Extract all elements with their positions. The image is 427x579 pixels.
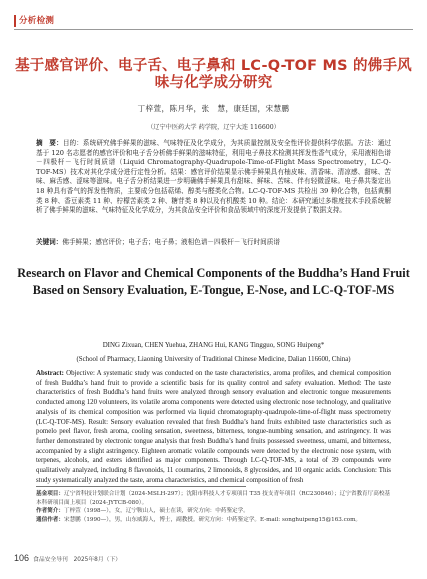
keywords-text-chinese: 佛手鲜果；感官评价；电子舌；电子鼻；液相色谱－四极杆－飞行时间质谱 (62, 238, 280, 246)
journal-name: 食品安全导刊 2025年8月（下） (33, 557, 122, 563)
page-footer (14, 553, 121, 563)
footnote-corresponding (36, 516, 391, 525)
title-chinese: 基于感官评价、电子舌、电子鼻和 LC-Q-TOF MS 的佛手风味与化学成分研究 (15, 58, 412, 91)
abstract-label-english: Abstract: (36, 370, 64, 377)
footnote-label: 作者简介： (36, 508, 64, 515)
abstract-text-chinese: 目的：系统研究佛手鲜果的滋味、气味特征及化学成分，为其质量控制及安全性评价提供科学依据。方法：通过基于 120 名志愿者的感官评价和电子舌分析佛手鲜果的滋味特征，利用电子鼻技术检测其挥发性香气成分，采用液相色谱－四极杆－飞行时间质谱（Liquid Chromatography-Quadrupole-Time-of-Flight Mass Spectrometry，LC-Q-TOF-MS）技术对其化学成分进行定性分析。结果：感官评价结果显示佛手鲜果具有柚皮味、清香味、清凉感、甜味、苦味、麻舌感、涩味等滋味。电子舌分析结果进一步明确佛手鲜果具有甜味、鲜味、苦味、伴有轻微涩味。电子鼻共鉴定出 18 种具有香气的挥发性物质，主要成分包括萜烯、醇类与醛类化合物。LC-Q-TOF-MS 共检出 39 种化合物，包括黄酮类 8 种、香豆素类 11 种、柠檬苦素类 2 种、糖苷类 8 种以及有机酸类 10 种。结论：本研究通过多维度技术手段系统解析了佛手鲜果的滋味、气味特征及化学成分，为其食品安全评价和食品领域中的深度开发提供了数据支持。 (36, 139, 392, 215)
abstract-english (36, 369, 391, 485)
footnote-text: 丁梓萱（1998—），女，辽宁鞍山人，硕士在读，研究方向：中药鉴定学。 (63, 508, 249, 515)
abstract-text-english: Objective: A systematic study was conducted on the taste characteristics, aroma profiles, and chemical composition of fresh Buddha’s hand fruit to provide a scientific basis for its quality control and safety evaluation. Method: The taste characteristics of fresh Buddha’s hand fruits were analyzed through sensory evaluation and electronic tongue measurements conducted among 120 volunteers, its volatile aroma components were detected using electronic nose technology, and qualitative analysis of its chemical composition was performed via liquid chromatography-quadrupole-time-of-flight mass spectrometry (LC-Q-TOF-MS). Result: Sensory evaluation revealed that fresh Buddha’s hand fruits exhibited taste characteristics such as pomelo peel flavor, fresh aroma, cooling sensation, sweetness, bitterness, tongue-numbing sensation, and astringency. It was further demonstrated by electronic tongue analysis that fresh Buddha’s hand fruits possessed sweetness, umami, and bitterness, accompanied by a slight astringency. Eighteen aromatic volatile compounds were detected by the electronic nose system, with terpenes, alcohols, and esters identified as major components. Through LC-Q-TOF-MS, a total of 39 compounds were qualitatively analyzed, including 8 flavonoids, 11 coumarins, 2 limonoids, 8 glycosides, and 10 organic acids. Conclusion: This study systematically analyzed the taste, aroma characteristics, and chemical composition of fresh (36, 370, 391, 484)
keywords-label-chinese: 关键词： (36, 238, 63, 246)
affiliation-chinese: （辽宁中医药大学 药学院，辽宁大连 116600） (147, 124, 280, 131)
title-english: Research on Flavor and Chemical Components of the Buddha’s Hand Fruit Based on Sensory Evaluation, E-Tongue, E-Nose, and LC-Q-TOF-MS (17, 266, 410, 297)
footnotes (36, 490, 391, 524)
footnote-rule (36, 486, 246, 487)
footnote-author-bio (36, 507, 391, 516)
section-label: 分析检测 (19, 16, 55, 26)
header-rule (14, 29, 413, 30)
abstract-label-chinese: 摘 要： (36, 139, 63, 147)
keywords-chinese (36, 238, 391, 247)
footnote-label: 通信作者： (36, 516, 64, 523)
affiliation-english: (School of Pharmacy, Liaoning University of Traditional Chinese Medicine, Dalian 116600, China) (76, 356, 351, 363)
footnote-label: 基金项目： (36, 491, 64, 497)
footnote-text: 辽宁省科技计划联合计划（2024-MSLH-297）；沈阳市科技人才专项项目 T35 技支青年项目（RC230846）；辽宁省教育厅高校基本科研项目面上项目（2024-JYTCB-080）。 (36, 491, 391, 506)
abstract-chinese (36, 139, 391, 216)
footnote-funding (36, 490, 391, 507)
footnote-text: 宋慧鹏（1990—），男，山东威海人，博士，副教授。研究方向：中药鉴定学。E-mail: songhuipeng15@163.com。 (63, 516, 362, 523)
page-number: 106 (14, 553, 30, 563)
authors-english: DING Zixuan, CHEN Yuehua, ZHANG Hui, KANG Tingguo, SONG Huipeng* (102, 342, 325, 349)
authors-chinese: 丁梓萱，陈月华，张 慧，康廷国，宋慧鹏 (137, 104, 290, 113)
section-marker (14, 15, 16, 27)
